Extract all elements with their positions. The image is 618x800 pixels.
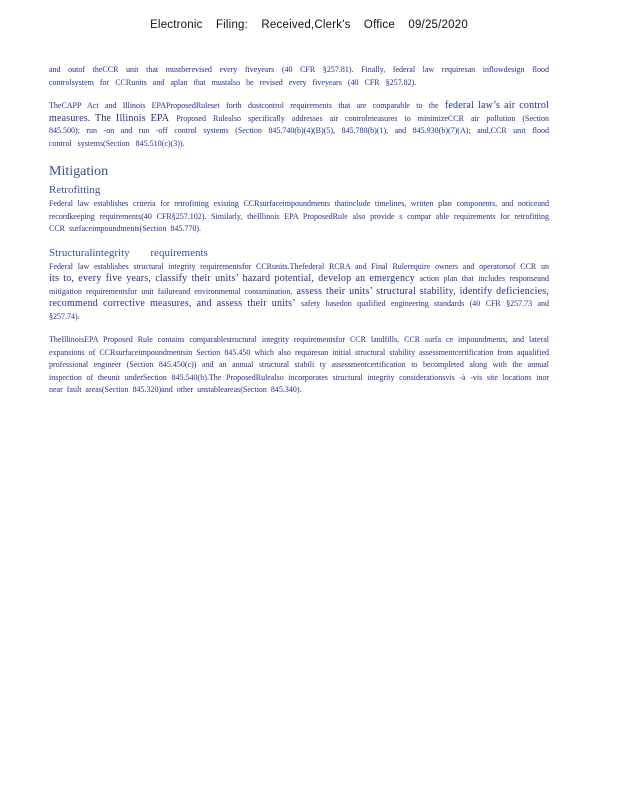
paragraph-structural-middle: action plan that includes responseand mitigation requirementsfor unit failureand environmental contamination, (49, 274, 549, 296)
paragraph-air-control (49, 100, 549, 150)
paragraph-retrofitting: Federal law establishes criteria for retrofitting existing CCRsurfaceimpoundments thatinclude timelines, written plan components, and noticeand recordkeeping requirements(40 CFR§257.102). Similarly, theIllinois EPA ProposedRule also provide s compar able requirements for retrofitting CCR surfaceimpoundments(Section 845.770). (49, 199, 549, 233)
paragraph-structural-lead: Federal law establishes structural integrity requirementsfor CCRunits.Thefederal RCRA and Final Rulerequire owners and operatorsof CCR un (49, 261, 549, 271)
paragraph-air-control-lead: TheCAPP Act and Illinois EPAProposedRuleset forth dustcontrol requirements that are comparable to the (49, 101, 439, 110)
filing-stamp-header: Electronic Filing: Received,Clerk's Office 09/25/2020 (150, 19, 468, 31)
paragraph-structural-integrity (49, 261, 549, 324)
paragraph-structural-tail: safety basedon qualified engineering standards (40 CFR §257.73 and §257.74). (49, 299, 550, 321)
paragraph-flow-control: and outof theCCR unit that mustberevised every fiveyears (40 CFR §257.81). Finally, federal law requiresan inflowdesign flood controlsystem for CCRunits and aplan that mustalso be revised every fiveyears (40 CFR §257.82). (49, 65, 549, 87)
document-body (49, 64, 549, 408)
subheading-retrofitting: Retrofitting (49, 184, 101, 196)
paragraph-structural-emphasis-1: its to, every five years, classify their units’ hazard potential, develop an emergency (49, 273, 415, 284)
section-heading-mitigation: Mitigation (49, 164, 109, 179)
paragraph-structural-emphasis-2: assess their units’ structural stability, identify deficiencies, recommend corrective measures, and assess their units’ (49, 285, 550, 309)
paragraph-illinois-structural: TheIllinoisEPA Proposed Rule contains comparablestructural integrity requirementsfor CCR landfills, CCR surfa ce impoundments, and lateral expansions of CCRsurfaceimpoundmentsin Section 845.450 which also requiresan initial structural stability assessmentcertification from aqualified professional engineer (Section 845.450(c)) and an annual structural stabili ty assessmentcertification to becompleted along with the annual inspection of theunit underSection 845.540(b).The ProposedRulealso incorporates structural integrity considerationsvis -à -vis site locations inor near fault areas(Section 845.320)and other unstableareas(Section 845.340). (49, 335, 549, 394)
paragraph-air-control-tail: Proposed Rulealso specifically addresses air controlmeasures to minimizeCCR air pollution (Section 845.500); run -on and run -off control systems (Section 845.740(b)(4)(B)(5), 845.780(b)(1), and 845.930(b)(7)(A); and,CCR unit flood control systems(Section 845.510(c)(3)). (49, 113, 549, 148)
subheading-structural-integrity: Structuralintegrity requirements (49, 246, 208, 259)
paragraph-air-control-emphasis: federal law’s air control measures. The Illinois EPA (49, 100, 549, 124)
